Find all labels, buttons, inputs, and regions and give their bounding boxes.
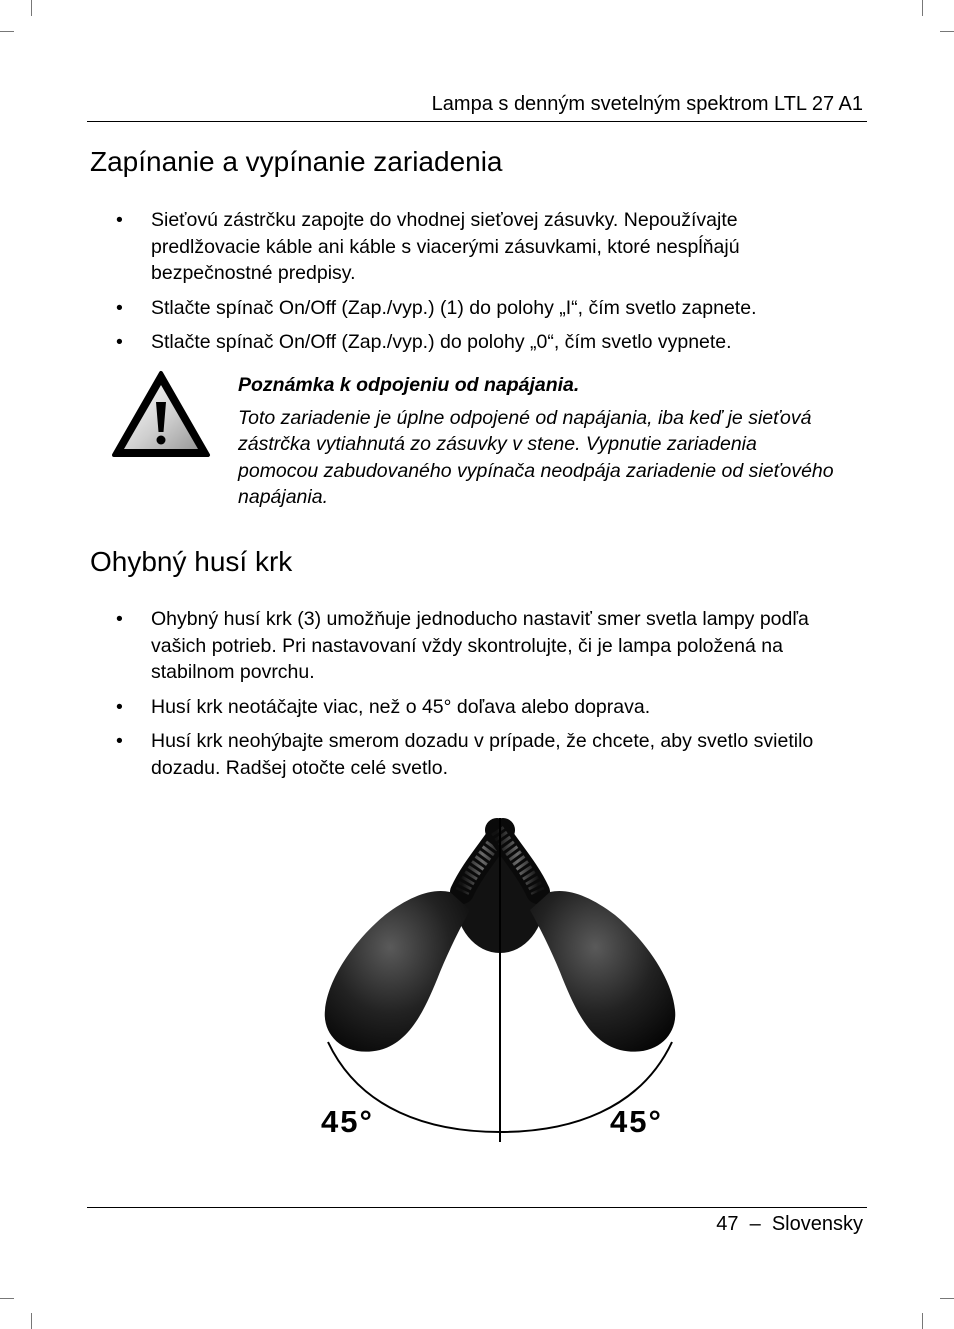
header-divider: [87, 121, 867, 122]
list-item: [112, 207, 832, 287]
list-item: [112, 295, 832, 322]
crop-mark: [31, 1313, 32, 1329]
crop-mark: [940, 1298, 954, 1299]
bullet-icon: •: [116, 730, 123, 752]
note-text: Toto zariadenie je úplne odpojené od napájania, iba keď je sieťová zástrčka vytiahnutá zo zásuvky v stene. Vypnutie zariadenia pomocou zabudovaného vypínača neodpája zariadenie od sieťového napájania.: [238, 406, 834, 508]
list-item-text: Ohybný husí krk (3) umožňuje jednoducho nastaviť smer svetla lampy podľa vašich potrieb. Pri nastavovaní vždy skontrolujte, či je lampa položená na stabilnom povrchu.: [151, 608, 809, 683]
list-item-text: Stlačte spínač On/Off (Zap./vyp.) do polohy „0“, čím svetlo vypnete.: [151, 331, 732, 353]
list-item: [112, 728, 832, 781]
crop-mark: [922, 0, 923, 16]
gooseneck-bullet-list: [112, 606, 832, 789]
list-item: [112, 694, 832, 721]
bullet-icon: •: [116, 331, 123, 353]
footer-divider: [87, 1207, 867, 1208]
note-title: Poznámka k odpojeniu od napájania.: [238, 374, 580, 396]
right-angle-label: 45°: [610, 1104, 663, 1139]
page-footer: 47 – Slovensky: [716, 1213, 863, 1235]
left-angle-label: 45°: [321, 1104, 374, 1139]
bullet-icon: •: [116, 209, 123, 231]
section-heading-gooseneck: Ohybný husí krk: [90, 546, 293, 577]
list-item-text: Sieťovú zástrčku zapojte do vhodnej sieťovej zásuvky. Nepoužívajte predlžovacie káble ani káble s viacerými zásuvkami, ktoré nespĺňajú bezpečnostné predpisy.: [151, 209, 740, 284]
section-heading-power: Zapínanie a vypínanie zariadenia: [90, 146, 503, 177]
power-bullet-list: [112, 207, 832, 364]
crop-mark: [922, 1313, 923, 1329]
bullet-icon: •: [116, 608, 123, 630]
crop-mark: [0, 1298, 14, 1299]
list-item-text: Husí krk neohýbajte smerom dozadu v prípade, že chcete, aby svetlo svietilo dozadu. Radšej otočte celé svetlo.: [151, 730, 814, 779]
crop-mark: [0, 31, 14, 32]
bullet-icon: •: [116, 695, 123, 718]
warning-triangle-icon: [110, 369, 212, 459]
disconnection-note: [238, 372, 838, 511]
crop-mark: [940, 31, 954, 32]
page-header-title: Lampa s denným svetelným spektrom LTL 27 A1: [431, 93, 863, 115]
list-item: [112, 329, 832, 356]
list-item-text: Husí krk neotáčajte viac, než o 45° doľava alebo doprava.: [151, 695, 651, 718]
list-item: [112, 606, 832, 686]
bullet-icon: •: [116, 296, 123, 319]
crop-mark: [31, 0, 32, 16]
list-item-text: Stlačte spínač On/Off (Zap./vyp.) (1) do polohy „I“, čím svetlo zapnete.: [151, 296, 757, 319]
